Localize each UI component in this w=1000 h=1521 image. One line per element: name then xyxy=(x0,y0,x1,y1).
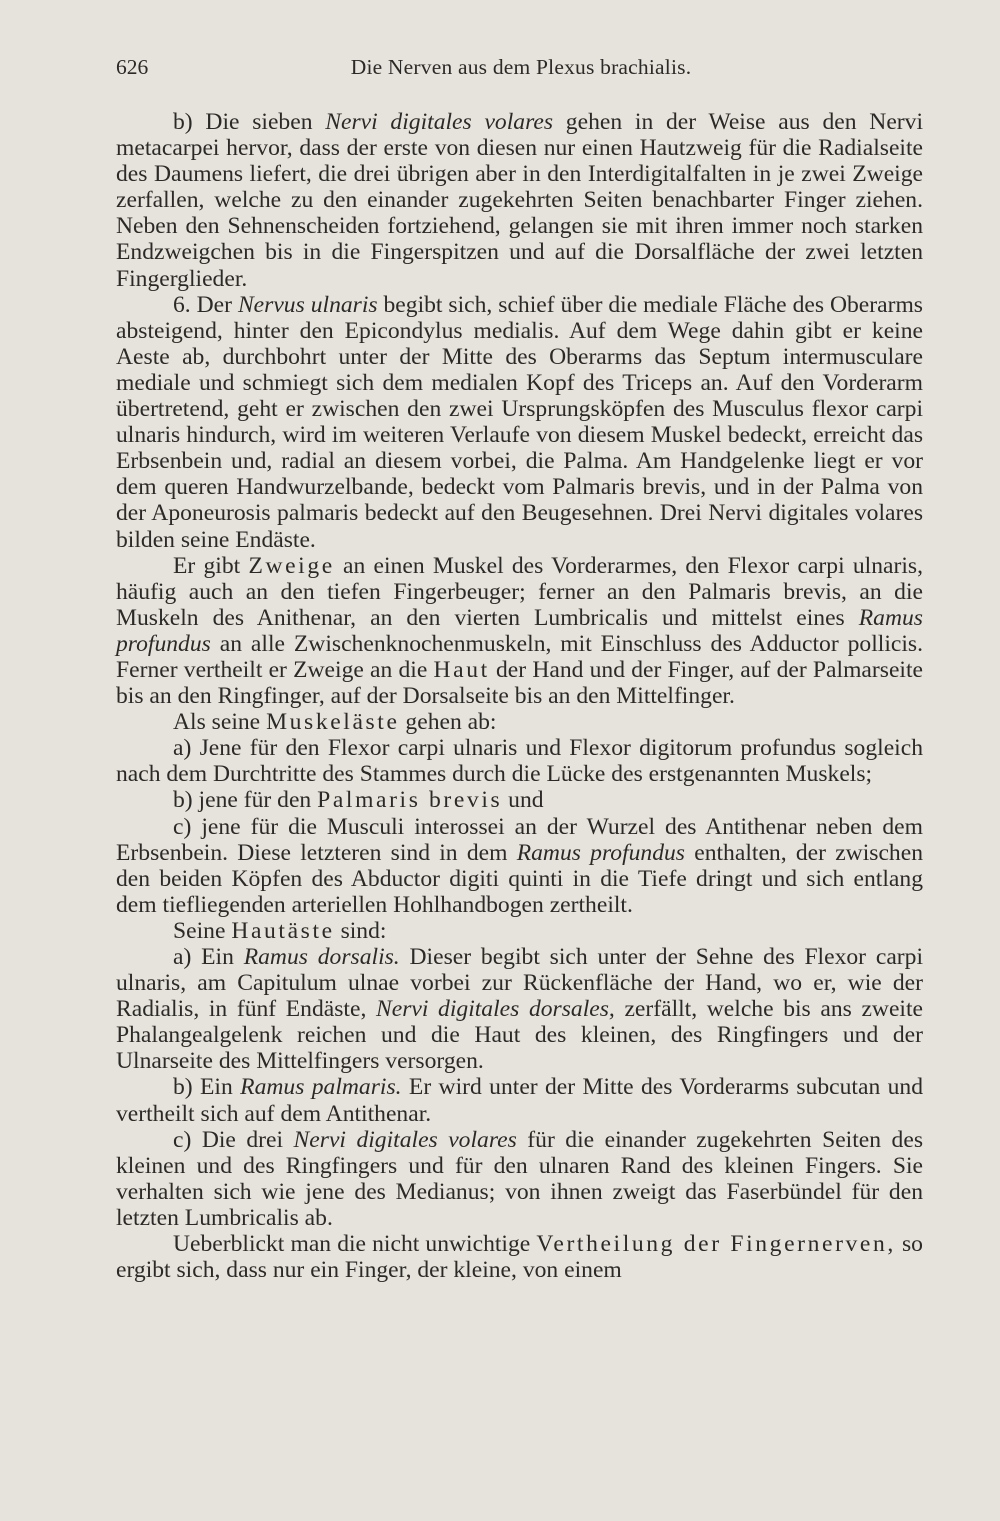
text-run: b) Die sieben xyxy=(173,109,326,135)
text-run: c) Die drei xyxy=(173,1126,294,1153)
list-item-b xyxy=(116,787,923,813)
list-item-a: a) Jene für den Flexor carpi ulnaris und Flexor digitorum profundus sogleich nach dem Durchtritte des Stammes durch die Lücke des erstgenannten Muskels; xyxy=(116,735,923,788)
spaced-term: Vertheilung der Fingernerven, xyxy=(536,1231,896,1258)
text-run: b) jene für den xyxy=(173,787,318,814)
list-item-ramus-palmaris xyxy=(116,1074,923,1126)
paragraph-vertheilung xyxy=(116,1231,923,1283)
spaced-term: Palmaris brevis xyxy=(317,787,503,814)
italic-term: Nervus ulnaris xyxy=(237,291,378,318)
text-run: gehen in der Weise aus den Nervi metacarpei hervor, dass der erste von diesen nur einen Hautzweig für die Radialseite des Daumens liefert, die drei übrigen aber in den Interdigitalfalten in je zwei Zweige zerfallen, welche zu den einander zugekehrten Seiten benachbarter Finger ziehen. Neben den Sehnenscheiden fortziehend, gelangen sie mit ihren immer noch starken Endzweigchen bis in die Fingerspitzen und auf die Dorsalfläche der zwei letzten Fingerglieder. xyxy=(116,109,923,292)
text-run: 6. Der xyxy=(173,291,238,318)
text-run: an einen Muskel des Vorderarmes, den Flexor carpi ulnaris, häufig auch an den tiefen Fingerbeuger; ferner an den Palmaris brevis, an die Muskeln des Anithenar, an den vierten Lumbricalis und mittelst eines xyxy=(116,552,923,631)
spaced-term: Hautäste xyxy=(231,917,335,944)
text-run: an alle Zwischenknochenmuskeln, mit Einschluss des Adductor pollicis. Ferner vertheilt er Zweige an die xyxy=(116,630,923,683)
italic-term: Ramus palmaris. xyxy=(240,1074,402,1101)
paragraph-digitales-volares xyxy=(116,109,923,292)
text-run: Als seine xyxy=(173,709,267,736)
page-header xyxy=(116,55,926,89)
list-item-ramus-dorsalis xyxy=(116,944,923,1074)
text-run: b) Ein xyxy=(173,1074,241,1101)
text-run: und xyxy=(502,787,544,814)
text-run: gehen ab: xyxy=(399,709,497,736)
spaced-term: Zweige xyxy=(248,552,335,579)
text-run: enthalten, der zwischen den beiden Köpfen des Abductor digiti quinti in die Tiefe dringt und sich entlang dem tiefliegenden arteriellen Hohlhandbogen zertheilt. xyxy=(116,839,923,918)
text-run: der Hand und der Finger, auf der Palmarseite bis an den Ringfinger, auf der Dorsalseite bis an den Mittelfinger. xyxy=(116,656,923,710)
text-run: c) jene für die Musculi interossei an der Wurzel des Antithenar neben dem Erbsenbein. Diese letzteren sind in dem xyxy=(116,813,923,866)
italic-term: Ramus profundus xyxy=(516,839,685,866)
paragraph-hautaeste xyxy=(116,918,923,944)
body-text xyxy=(116,109,923,1283)
text-run: Dieser begibt sich unter der Sehne des Flexor carpi ulnaris, am Capitulum ulnae vorbei zur Rückenfläche der Hand, wo er, wie der Radialis, in fünf Endäste, xyxy=(116,944,924,1023)
text-run: Ueberblickt man die nicht unwichtige xyxy=(173,1231,537,1258)
paragraph-muskelaeste xyxy=(116,709,923,735)
spaced-term: Muskeläste xyxy=(266,709,400,736)
text-run: Er gibt xyxy=(173,552,249,579)
running-title: Die Nerven aus dem Plexus brachialis. xyxy=(350,55,692,79)
list-item-digitales-volares xyxy=(116,1127,923,1231)
list-item-c xyxy=(116,814,923,918)
italic-term: Ramus dorsalis. xyxy=(243,944,400,970)
italic-term: Nervi digitales volares xyxy=(293,1126,517,1153)
text-run: Er wird unter der Mitte des Vorderarms subcutan und vertheilt sich auf dem Antithenar. xyxy=(116,1074,924,1127)
italic-term: Nervi digitales dorsales, xyxy=(376,996,615,1023)
text-run: Seine xyxy=(173,917,232,944)
text-run: so ergibt sich, dass nur ein Finger, der kleine, von einem xyxy=(116,1231,923,1284)
text-run: begibt sich, schief über die mediale Fläche des Oberarms absteigend, hinter den Epicondylus medialis. Auf dem Wege dahin gibt er keine Aeste ab, durchbohrt unter der Mitte des Oberarms das Septum intermusculare mediale und schmiegt sich dem medialen Kopf des Triceps an. Auf den Vorderarm übertretend, geht er zwischen den zwei Ursprungsköpfen des Musculus flexor carpi ulnaris hindurch, wird im weiteren Verlaufe von diesem Muskel bedeckt, erreicht das Erbsenbein und, radial an diesem vorbei, die Palma. Am Handgelenke liegt er vor dem queren Handwurzelbande, bedeckt vom Palmaris brevis, und in der Palma von der Aponeurosis palmaris bedeckt auf den Beugesehnen. Drei Nervi digitales volares bilden seine Endäste. xyxy=(116,291,923,553)
spaced-term: Haut xyxy=(433,656,490,683)
text-run: für die einander zugekehrten Seiten des kleinen und des Ringfingers und für den ulnaren Rand des kleinen Fingers. Sie verhalten sich wie jene des Medianus; von ihnen zweigt das Faserbündel für den letzten Lumbricalis ab. xyxy=(116,1126,923,1231)
text-run: a) Ein xyxy=(173,944,244,970)
italic-term: Ramus profundus xyxy=(116,604,923,657)
italic-term: Nervi digitales volares xyxy=(325,109,554,135)
paragraph-zweige xyxy=(116,553,923,710)
page-number: 626 xyxy=(116,55,149,79)
paragraph-nervus-ulnaris xyxy=(116,292,923,553)
text-run: sind: xyxy=(334,917,387,944)
text-run: zerfällt, welche bis ans zweite Phalangealgelenk reichen und die Haut des kleinen, des Ringfingers und der Ulnarseite des Mittelfingers versorgen. xyxy=(116,996,924,1075)
